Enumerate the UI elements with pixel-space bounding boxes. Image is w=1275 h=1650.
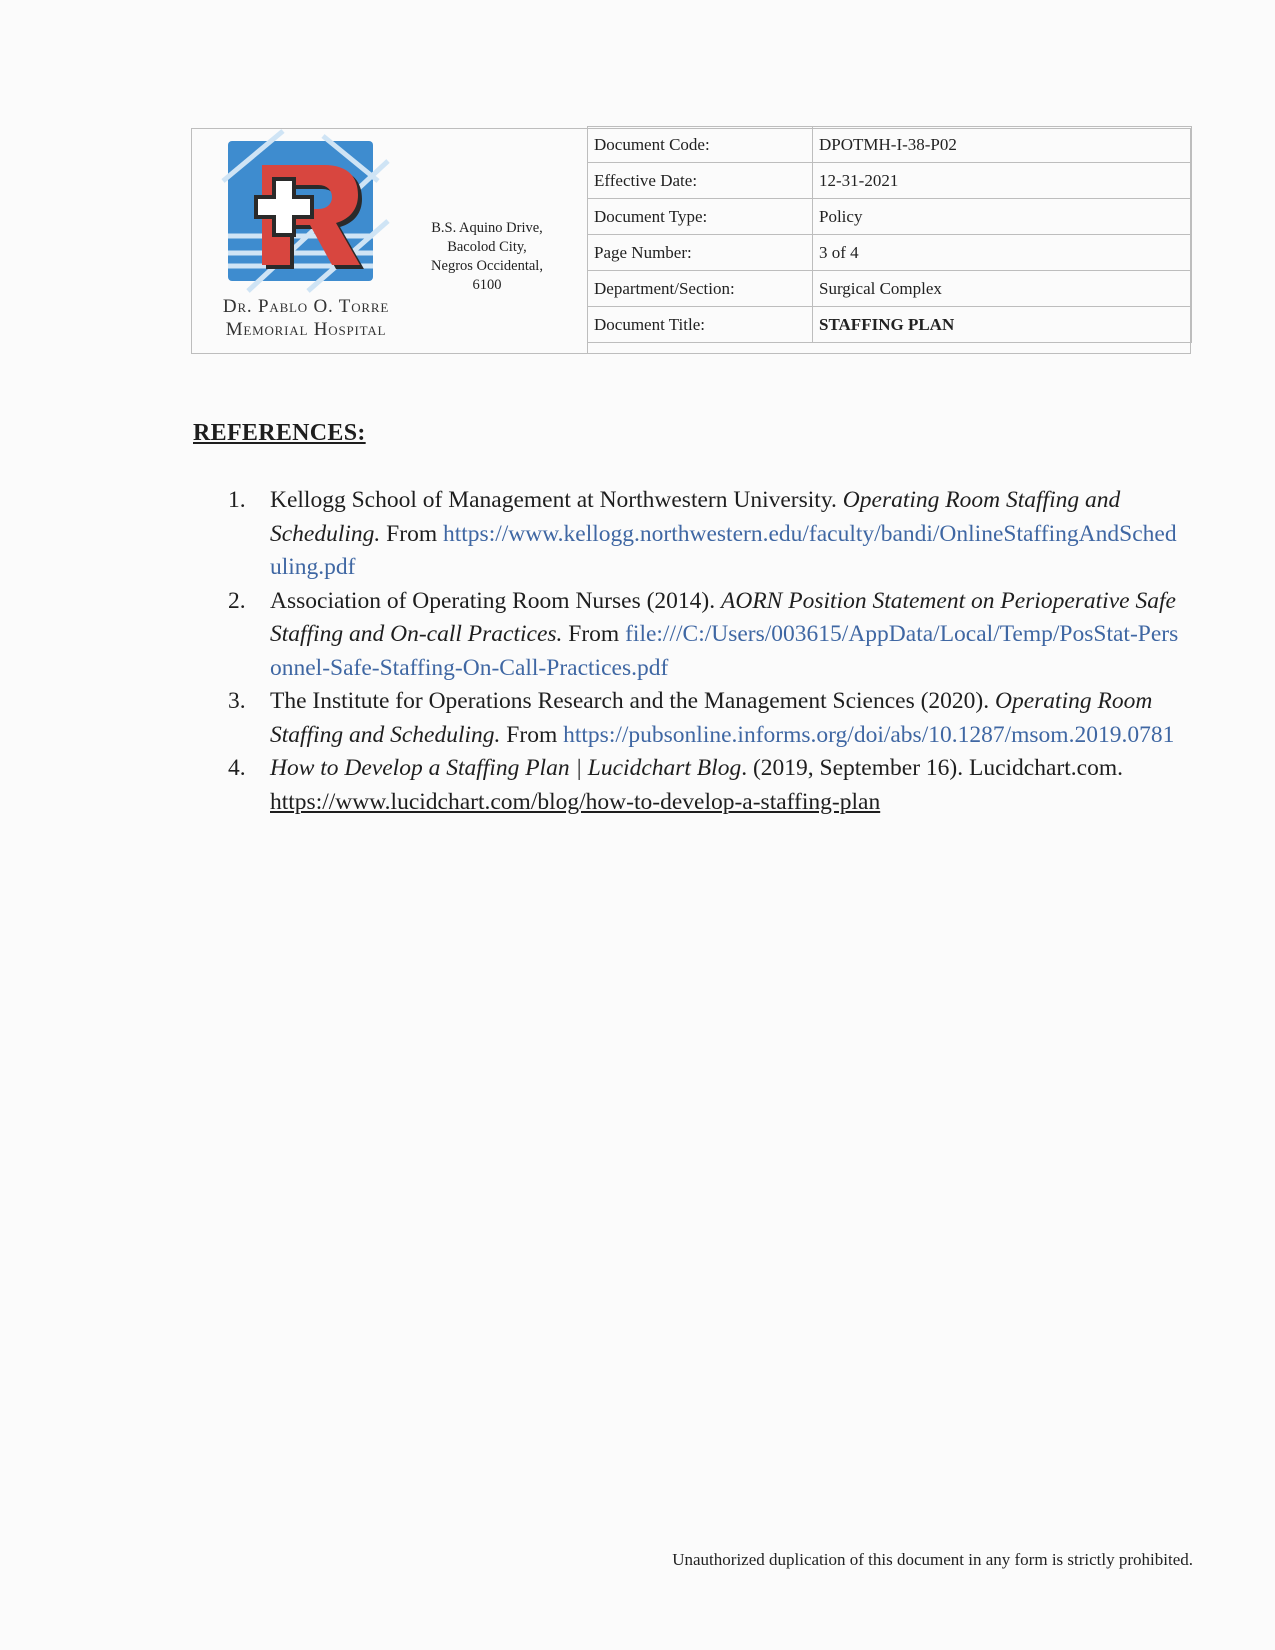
list-item [228,585,1188,686]
reference-number: 2. [228,587,246,614]
document-title-label: Document Title: [588,307,813,343]
reference-link[interactable]: https://www.lucidchart.com/blog/how-to-develop-a-staffing-plan [270,788,881,815]
reference-from: From [386,520,438,547]
reference-link[interactable]: https://www.kellogg.northwestern.edu/faculty/bandi/OnlineStaffingAndScheduling.pdf [270,520,1177,580]
reference-author: Association of Operating Room Nurses (2014). [270,587,716,614]
address-line1: B.S. Aquino Drive, [431,220,543,236]
reference-title: How to Develop a Staffing Plan | Lucidchart Blog [270,755,742,781]
reference-author: The Institute for Operations Research and the Management Sciences (2020). [270,688,990,714]
hospital-address [422,219,552,293]
reference-number: 3. [228,688,246,714]
effective-date-value: 12-31-2021 [813,163,1192,199]
department-value: Surgical Complex [813,271,1192,307]
hospital-branding [192,129,588,353]
document-type-value: Policy [813,199,1192,235]
reference-link[interactable]: https://pubsonline.informs.org/doi/abs/10.1287/msom.2019.0781 [563,721,1175,748]
reference-title: AORN Position Statement on Perioperative Safe Staffing and On-call Practices. [270,587,1176,647]
document-title-value: STAFFING PLAN [813,307,1192,343]
reference-title: Operating Room Staffing and Scheduling. [270,688,1153,748]
address-line4: 6100 [472,277,502,293]
hospital-name-line2: Memorial Hospital [225,319,387,340]
document-code-label: Document Code: [588,127,813,163]
footer-notice: Unauthorized duplication of this document in any form is strictly prohibited. [672,1550,1193,1569]
hospital-logo-icon [228,141,383,289]
table-row [588,271,1192,307]
references-heading: REFERENCES: [193,420,366,446]
references-list [228,484,1188,819]
department-label: Department/Section: [588,271,813,307]
table-row [588,235,1192,271]
reference-from: From [506,721,558,748]
hospital-name-line1: Dr. Pablo O. Torre [222,296,390,317]
table-row [588,199,1192,235]
list-item [228,484,1188,585]
address-line2: Bacolod City, [447,239,527,255]
reference-link[interactable]: file:///C:/Users/003615/AppData/Local/Temp/PosStat-Personnel-Safe-Staffing-On-Call-Practices.pdf [270,621,1179,681]
document-info-table [587,126,1192,343]
document-type-label: Document Type: [588,199,813,235]
address-line3: Negros Occidental, [431,258,543,274]
hospital-name [192,295,420,341]
document-header [191,128,1191,354]
page-number-value: 3 of 4 [813,235,1192,271]
effective-date-label: Effective Date: [588,163,813,199]
list-item [228,752,1188,819]
table-row [588,163,1192,199]
reference-title: Operating Room Staffing and Scheduling. [270,487,1121,547]
list-item [228,685,1188,752]
table-row [588,307,1192,343]
page-number-label: Page Number: [588,235,813,271]
reference-from: From [568,621,620,647]
reference-author: Kellogg School of Management at Northwestern University. [270,487,837,513]
table-row [588,127,1192,163]
reference-number: 4. [228,755,246,781]
reference-number: 1. [228,487,246,513]
reference-date: . (2019, September 16). [741,755,964,781]
reference-site: Lucidchart.com. [968,755,1123,781]
document-code-value: DPOTMH-I-38-P02 [813,127,1192,163]
